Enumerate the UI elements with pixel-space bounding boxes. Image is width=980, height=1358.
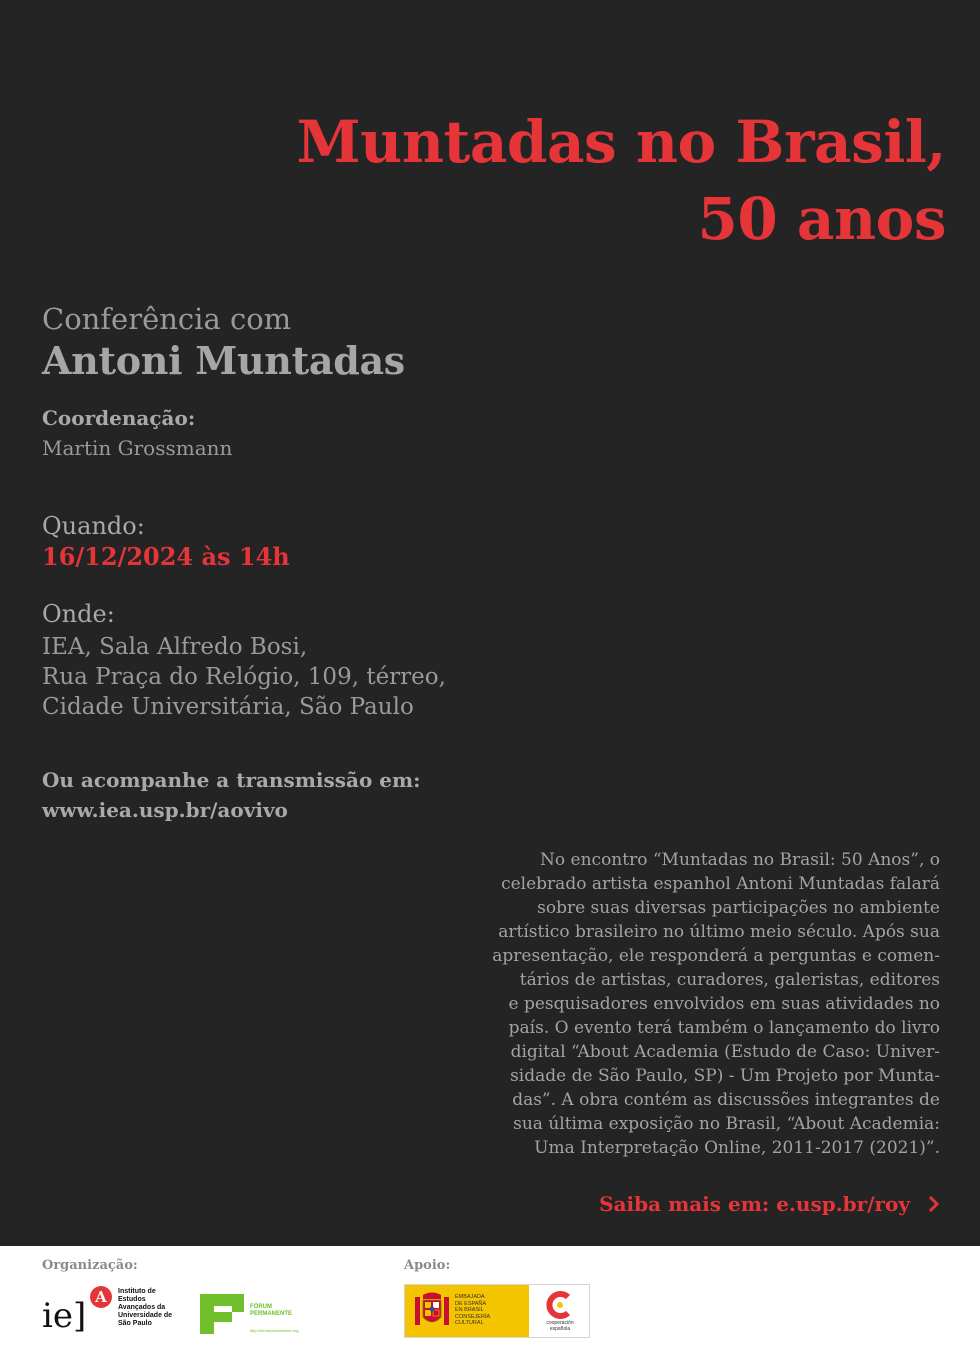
description-line: digital “About Academia (Estudo de Caso: Univer-	[510, 1042, 940, 1062]
forum-permanente-logo	[200, 1292, 320, 1336]
iea-bracket: ]	[73, 1296, 87, 1336]
forum-logo-shape	[214, 1312, 232, 1322]
iea-logo-text	[118, 1288, 172, 1328]
address-line: Rua Praça do Relógio, 109, térreo,	[42, 664, 446, 690]
coordination-label: Coordenação:	[42, 406, 196, 430]
when-label: Quando:	[42, 512, 145, 540]
description-line: Uma Interpretação Online, 2011-2017 (2021)”.	[534, 1138, 940, 1158]
event-description	[470, 848, 940, 1160]
speaker-name: Antoni Muntadas	[42, 338, 405, 383]
organization-label: Organização:	[42, 1258, 138, 1273]
forum-text-line: PERMANENTE	[250, 1311, 293, 1317]
conference-prefix: Conferência com	[42, 302, 292, 336]
embassy-logo-text	[455, 1294, 490, 1327]
coordination-value: Martin Grossmann	[42, 436, 233, 460]
stream-label: Ou acompanhe a transmissão em:	[42, 768, 421, 792]
iea-badge: A	[90, 1286, 112, 1308]
footer	[0, 1246, 980, 1358]
where-label	[42, 600, 115, 628]
iea-logo	[42, 1284, 182, 1340]
forum-logo-shape	[200, 1294, 214, 1334]
description-line: sidade de São Paulo, SP) - Um Projeto por Munta-	[510, 1066, 940, 1086]
iea-text-line: Universidade de	[118, 1312, 173, 1319]
embassy-text-line: EMBAJADA	[455, 1294, 485, 1300]
embassy-text-line: CULTURAL	[455, 1320, 484, 1326]
event-title	[296, 104, 946, 258]
cooperacion-c-icon	[535, 1289, 585, 1321]
where-label-text: Onde	[42, 600, 107, 628]
where-address	[42, 632, 446, 722]
stream-link[interactable]: www.iea.usp.br/aovivo	[42, 798, 288, 822]
forum-logo-url: http://forumpermanente.org	[250, 1328, 299, 1333]
conference-heading	[42, 300, 405, 384]
description-line: sobre suas diversas participações no ambiente	[537, 898, 940, 918]
when-value: 16/12/2024 às 14h	[42, 542, 290, 571]
cooperacion-text	[535, 1320, 585, 1332]
iea-logo-letters	[42, 1296, 86, 1336]
spain-coat-of-arms-icon	[413, 1291, 451, 1331]
description-line: No encontro “Muntadas no Brasil: 50 Anos”, o	[540, 850, 940, 870]
forum-logo-shape	[232, 1306, 244, 1312]
description-line: celebrado artista espanhol Antoni Muntadas falará	[501, 874, 940, 894]
cooperacion-text-line: española	[549, 1326, 571, 1332]
description-line: sua última exposição no Brasil, “About Academia:	[513, 1114, 940, 1134]
iea-text-line: Instituto de	[118, 1288, 156, 1295]
support-label: Apoio:	[404, 1258, 451, 1273]
iea-letters: ie	[42, 1296, 73, 1336]
embassy-logo	[404, 1284, 590, 1338]
iea-text-line: Avançados da	[118, 1304, 166, 1311]
description-line: e pesquisadores envolvidos em suas atividades no	[508, 994, 940, 1014]
chevron-right-icon[interactable]	[928, 1195, 940, 1213]
description-line: apresentação, ele responderá a perguntas e comen-	[492, 946, 940, 966]
forum-logo-shape	[214, 1294, 244, 1306]
description-line: país. O evento terá também o lançamento do livro	[508, 1018, 940, 1038]
embassy-text-line: DE ESPAÑA	[455, 1300, 487, 1307]
address-line: IEA, Sala Alfredo Bosi,	[42, 634, 308, 660]
iea-text-line: São Paulo	[118, 1320, 152, 1327]
embassy-text-line: CONSEJERÍA	[455, 1313, 491, 1320]
title-line-2: 50 anos	[697, 185, 946, 253]
learn-more-link[interactable]	[599, 1192, 940, 1216]
description-line: das”. A obra contém as discussões integrantes de	[512, 1090, 940, 1110]
iea-text-line: Estudos	[118, 1296, 146, 1303]
description-line: artístico brasileiro no último meio século. Após sua	[498, 922, 940, 942]
cooperacion-espanola-logo	[535, 1289, 585, 1333]
title-line-1: Muntadas no Brasil,	[296, 108, 946, 176]
where-label-colon: :	[106, 600, 115, 628]
address-line: Cidade Universitária, São Paulo	[42, 694, 414, 720]
embassy-logo-panel	[405, 1285, 529, 1337]
description-line: tários de artistas, curadores, galeristas, editores	[519, 970, 940, 990]
forum-text-line: FÓRUM	[250, 1304, 272, 1310]
learn-more-label[interactable]: Saiba mais em: e.usp.br/roy	[599, 1192, 910, 1216]
forum-logo-text	[250, 1304, 292, 1318]
cooperacion-text-line: cooperación	[546, 1320, 574, 1326]
embassy-text-line: EN BRASIL	[455, 1307, 484, 1313]
